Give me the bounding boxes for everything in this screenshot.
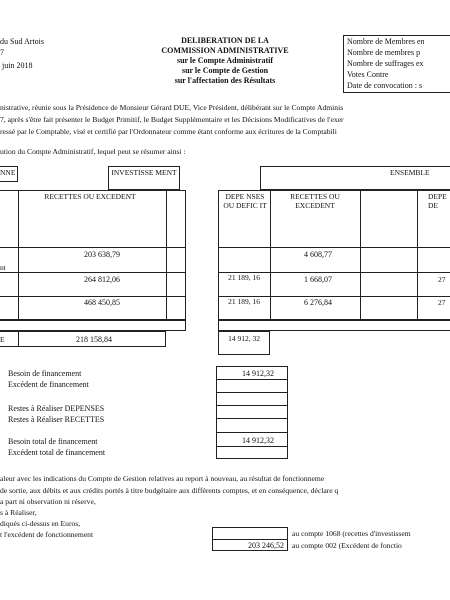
org-line2: 7 xyxy=(0,48,4,57)
right-col-divider-2 xyxy=(360,190,361,320)
row5-label: E xyxy=(0,335,5,344)
r2-depenses: 21 189, 16 xyxy=(228,273,260,282)
fin-excedent-total: Excédent total de financement xyxy=(8,448,106,457)
col-depenses-header: DEPE NSES OU DEFIC IT xyxy=(223,192,267,210)
fin-besoin: Besoin de financement xyxy=(8,369,82,378)
right-row-line-1 xyxy=(218,247,450,248)
r3-right: 27 xyxy=(438,298,446,307)
fin-line-6 xyxy=(216,446,288,447)
r5-recettes: 218 158,84 xyxy=(76,335,112,344)
org-name: du Sud Artois xyxy=(0,37,45,46)
r3-recettes: 468 450,85 xyxy=(84,298,120,307)
col-recettes-header: RECETTES OU EXCEDENT xyxy=(44,192,136,201)
r2-recettes2: 1 668,07 xyxy=(304,275,332,284)
r3-recettes2: 6 276,84 xyxy=(304,298,332,307)
fin-value-besoin-total: 14 912,32 xyxy=(242,436,274,445)
fin-besoin-total: Besoin total de financement xyxy=(8,437,98,446)
fin-line-3 xyxy=(216,405,288,406)
title-line-2: COMMISSION ADMINISTRATIVE xyxy=(161,46,289,55)
fin-value-besoin: 14 912,32 xyxy=(242,369,274,378)
intro-line-4: ution du Compte Administratif, lequel peut se résumer ainsi : xyxy=(0,147,186,156)
r5-depenses: 14 912, 32 xyxy=(228,334,260,343)
vote-present: Nombre de membres p xyxy=(347,48,421,57)
left-col-divider xyxy=(18,190,19,320)
r3-depenses: 21 189, 16 xyxy=(228,297,260,306)
title-line-4: sur le Compte de Gestion xyxy=(181,66,269,75)
right-col-divider-1 xyxy=(270,190,271,320)
fin-line-2 xyxy=(216,392,288,393)
fin-line-4 xyxy=(216,418,288,419)
col-depe-right-header: DEPE DE xyxy=(428,192,447,210)
r1-recettes2: 4 608,77 xyxy=(304,250,332,259)
title-line-3: sur le Compte Administratif xyxy=(176,56,274,65)
left-total-bar xyxy=(0,320,186,331)
alloc-1068: au compte 1068 (recettes d'investissem xyxy=(292,529,411,538)
bottom-line-5: diqués ci-dessus en Euros, xyxy=(0,519,81,528)
alloc-divider xyxy=(212,539,288,540)
alloc-002: au compte 002 (Excédent de fonctio xyxy=(292,541,402,550)
left-row-line-1 xyxy=(0,247,186,248)
bottom-line-4: s à Réaliser, xyxy=(0,508,37,517)
bottom-line-1: aleur avec les indications du Compte de Gestion relatives au report à nouveau, au résultat de fonctionneme xyxy=(0,474,325,483)
fin-excedent: Excédent de financement xyxy=(8,380,89,389)
header-invest-label: INVESTISSE MENT xyxy=(111,168,177,177)
row2-label: nt xyxy=(0,263,6,272)
fin-rar-recettes: Restes à Réaliser RECETTES xyxy=(8,415,105,424)
intro-line-3: ressé par le Comptable, visé et certifié par l'Ordonnateur comme étant conforme aux écritures de la Comptabili xyxy=(0,127,337,136)
intro-line-2: 7, après s'être fait présenter le Budget Primitif, le Budget Supplémentaire et les Décisions Modificatives de l'exer xyxy=(0,115,344,124)
fin-line-1 xyxy=(216,379,288,380)
header-ensemble-label: ENSEMBLE xyxy=(390,168,430,177)
fin-rar-depenses: Restes à Réaliser DEPENSES xyxy=(8,404,105,413)
bottom-line-6: t l'excédent de fonctionnement xyxy=(0,530,94,539)
right-col-divider-3 xyxy=(417,190,418,320)
left-total-divider xyxy=(18,331,19,347)
bottom-line-3: a part ni observation ni réserve, xyxy=(0,497,96,506)
left-row-line-2 xyxy=(0,272,186,273)
alloc-value-002: 203 246,52 xyxy=(248,541,284,550)
header-fonct-label: NNE xyxy=(0,168,16,177)
right-total-bar xyxy=(218,320,450,331)
fin-line-5 xyxy=(216,432,288,433)
title-line-1: DELIBERATION DE LA xyxy=(181,36,269,45)
meeting-date: juin 2018 xyxy=(2,61,33,70)
vote-convocation: Date de convocation : s xyxy=(347,81,423,90)
bottom-line-2: de sortie, aux débits et aux crédits portés à titre budgétaire aux différents comptes, et en conséquence, déclare q xyxy=(0,486,339,495)
vote-suffrages: Nombre de suffrages ex xyxy=(347,59,424,68)
r2-right: 27 xyxy=(438,275,446,284)
vote-members: Nombre de Membres en xyxy=(347,37,425,46)
r2-recettes: 264 812,06 xyxy=(84,275,120,284)
col-recettes2-header: RECETTES OU EXCEDENT xyxy=(290,192,340,210)
intro-line-1: nistrative, réunie sous la Présidence de Monsieur Gérard DUE, Vice Président, délibérant sur le Compte Adminis xyxy=(0,103,344,112)
vote-contre: Votes Contre xyxy=(347,70,389,79)
left-col-divider-2 xyxy=(166,190,167,320)
title-line-5: sur l'affectation des Résultats xyxy=(174,76,276,85)
left-row-line-3 xyxy=(0,296,186,297)
r1-recettes: 203 638,79 xyxy=(84,250,120,259)
